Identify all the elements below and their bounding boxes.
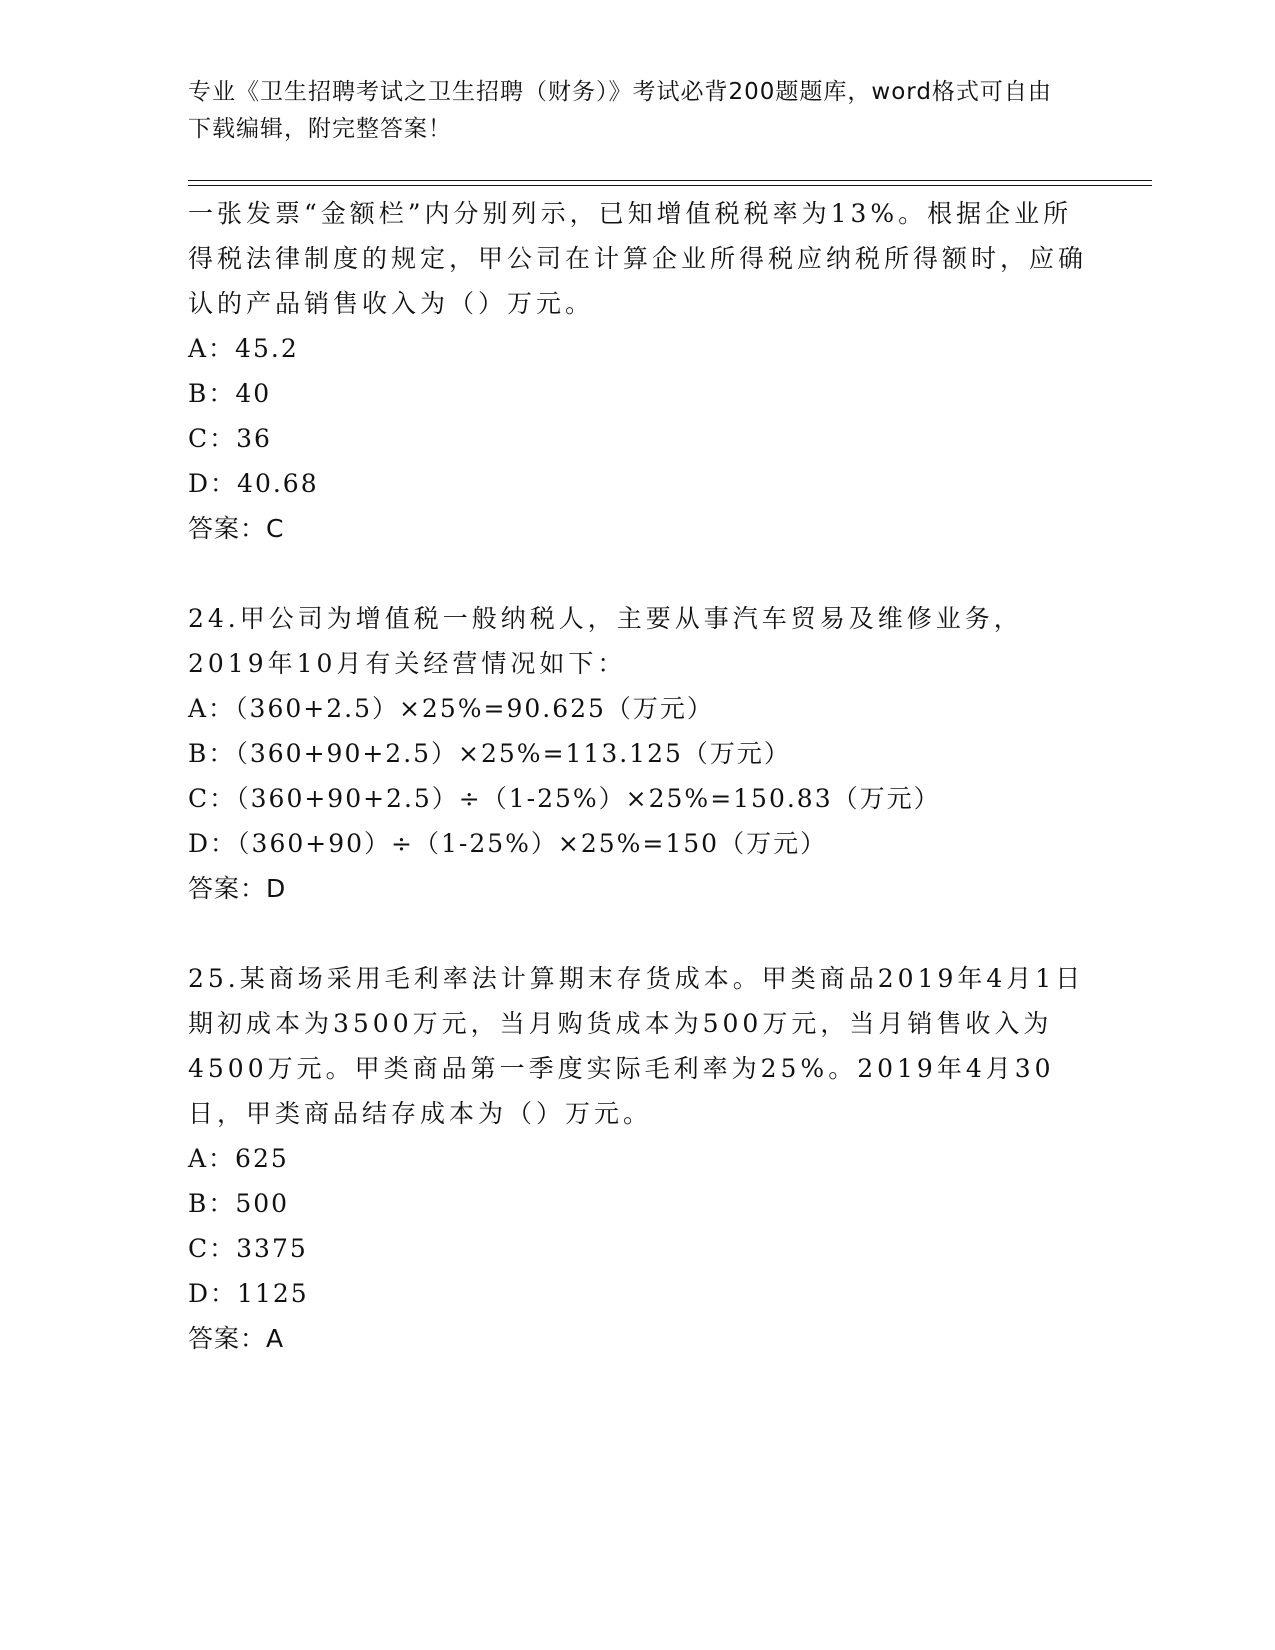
option-b: B：40 [188, 379, 272, 408]
option-d: D：40.68 [188, 469, 319, 498]
answer-line: 答案：A [188, 1324, 285, 1353]
document-header: 专业《卫生招聘考试之卫生招聘（财务）》考试必背200题题库，word格式可自由下载编辑，附完整答案！ [188, 79, 1052, 142]
question-list [188, 191, 1088, 1361]
answer-line: 答案：D [188, 874, 287, 903]
option-d: D：1125 [188, 1279, 309, 1308]
option-c: C：36 [188, 424, 272, 453]
header-rule-top [188, 180, 1152, 181]
option-c: C：（360+90+2.5）÷（1-25%）×25%=150.83（万元） [188, 784, 941, 813]
answer-line: 答案：C [188, 514, 285, 543]
header-rule-bottom [188, 185, 1152, 186]
question-item [188, 191, 1088, 551]
option-a: A：（360+2.5）×25%=90.625（万元） [188, 694, 714, 723]
option-b: B：500 [188, 1189, 290, 1218]
option-d: D：（360+90）÷（1-25%）×25%=150（万元） [188, 829, 828, 858]
option-c: C：3375 [188, 1234, 308, 1263]
question-stem: 25.某商场采用毛利率法计算期末存货成本。甲类商品2019年4月1日期初成本为3500万元，当月购货成本为500万元，当月销售收入为4500万元。甲类商品第一季度实际毛利率为25%。2019年4月30日，甲类商品结存成本为（）万元。 [188, 964, 1085, 1128]
question-item [188, 956, 1088, 1361]
option-b: B：（360+90+2.5）×25%=113.125（万元） [188, 739, 791, 768]
option-a: A：625 [188, 1144, 289, 1173]
question-item [188, 596, 1088, 911]
question-stem: 24.甲公司为增值税一般纳税人，主要从事汽车贸易及维修业务，2019年10月有关经营情况如下： [188, 604, 1023, 678]
option-a: A：45.2 [188, 334, 299, 363]
question-stem: 一张发票“金额栏”内分别列示，已知增值税税率为13%。根据企业所得税法律制度的规定，甲公司在计算企业所得税应纳税所得额时，应确认的产品销售收入为（）万元。 [188, 199, 1088, 318]
